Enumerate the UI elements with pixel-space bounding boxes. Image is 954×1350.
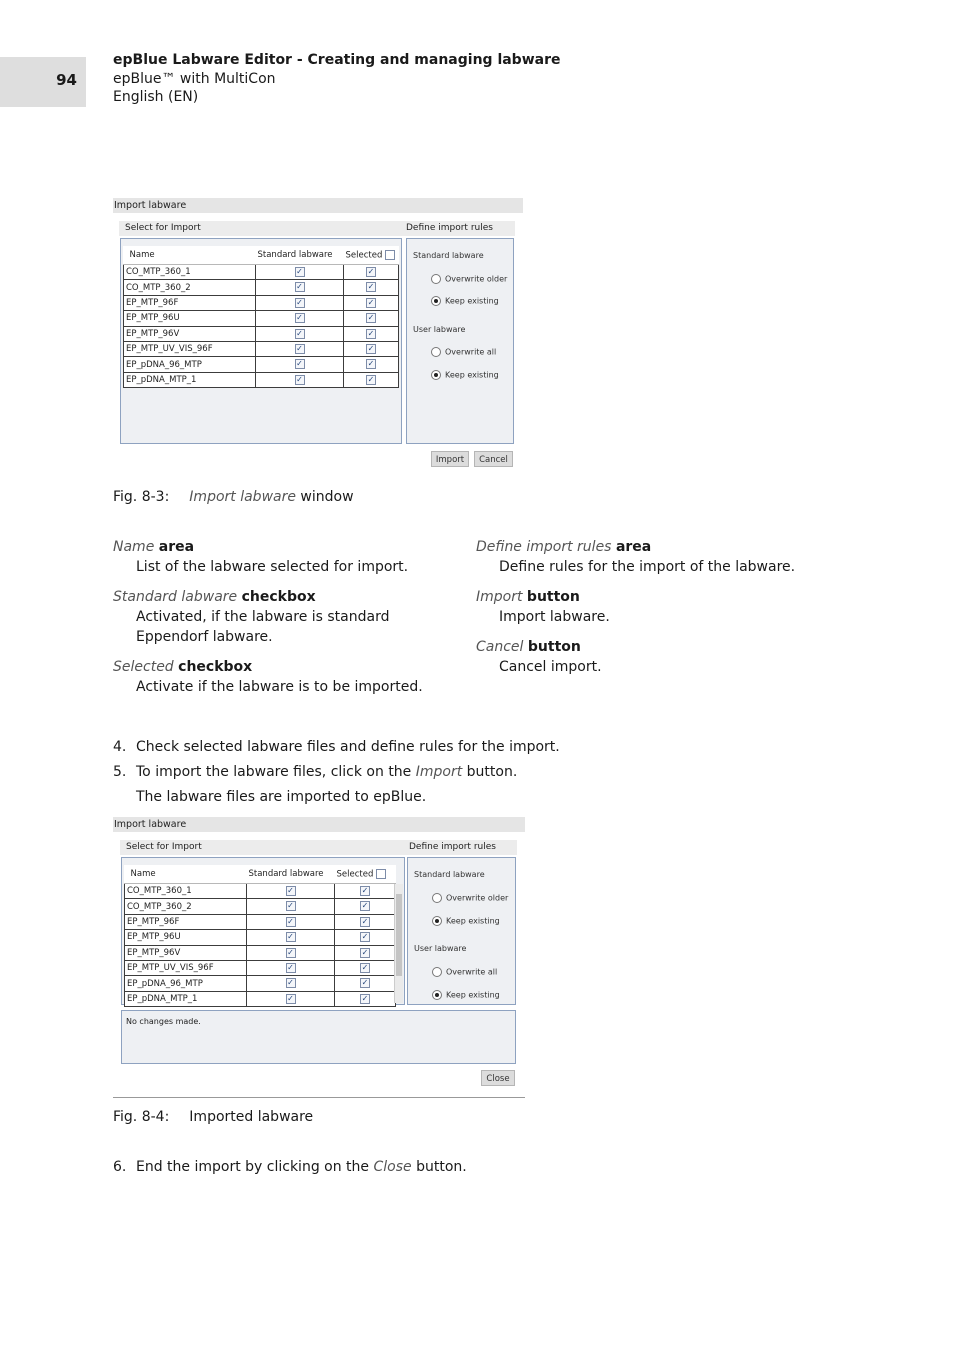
selected-checkbox[interactable]: ✓ bbox=[367, 266, 375, 276]
selected-checkbox[interactable]: ✓ bbox=[367, 343, 375, 353]
selected-checkbox[interactable]: ✓ bbox=[361, 932, 369, 942]
standard-checkbox[interactable]: ✓ bbox=[296, 359, 303, 369]
user-labware-group-label: User labware bbox=[413, 325, 466, 334]
step-4: 4. Check selected labware files and define rules for the import. bbox=[113, 739, 560, 755]
col-selected: Selected bbox=[344, 246, 399, 265]
import-labware-window-fig1 bbox=[113, 198, 523, 470]
figure-caption-8-3: Fig. 8-3: Import labware window bbox=[113, 489, 354, 505]
selected-checkbox[interactable]: ✓ bbox=[367, 313, 375, 323]
labware-name: CO_MTP_360_2 bbox=[124, 280, 256, 295]
standard-checkbox[interactable]: ✓ bbox=[287, 947, 294, 957]
user-labware-group-label: User labware bbox=[414, 944, 467, 953]
selected-checkbox[interactable]: ✓ bbox=[367, 282, 375, 292]
select-for-import-header: Select for Import bbox=[120, 840, 407, 855]
radio-selected-icon bbox=[431, 370, 441, 380]
standard-checkbox[interactable]: ✓ bbox=[287, 901, 294, 911]
legend-standard-term: Standard labware checkbox bbox=[113, 589, 316, 605]
labware-name: CO_MTP_360_1 bbox=[125, 884, 247, 899]
selected-checkbox[interactable]: ✓ bbox=[367, 297, 375, 307]
table-row[interactable] bbox=[124, 311, 399, 326]
standard-checkbox[interactable]: ✓ bbox=[287, 916, 294, 926]
window-title: Import labware bbox=[113, 198, 523, 213]
standard-checkbox[interactable]: ✓ bbox=[287, 993, 294, 1003]
table-scrollbar[interactable] bbox=[394, 884, 403, 1003]
define-import-rules-header: Define import rules bbox=[407, 840, 517, 855]
selected-checkbox[interactable]: ✓ bbox=[361, 993, 369, 1003]
page-header-title: epBlue Labware Editor - Creating and managing labware bbox=[113, 52, 561, 68]
labware-table bbox=[124, 865, 396, 1007]
import-log-area bbox=[121, 1010, 516, 1064]
legend-name-term: Name area bbox=[113, 539, 195, 555]
standard-checkbox[interactable]: ✓ bbox=[287, 932, 294, 942]
window-title: Import labware bbox=[113, 817, 525, 832]
labware-name: EP_pDNA_96_MTP bbox=[124, 357, 256, 372]
col-standard-labware: Standard labware bbox=[256, 246, 344, 265]
standard-checkbox[interactable]: ✓ bbox=[296, 266, 303, 276]
cancel-button[interactable]: Cancel bbox=[474, 451, 513, 467]
labware-name: EP_MTP_UV_VIS_96F bbox=[125, 960, 247, 975]
table-row[interactable] bbox=[125, 976, 396, 991]
labware-name: EP_MTP_96F bbox=[124, 295, 256, 310]
radio-selected-icon bbox=[432, 990, 442, 1000]
labware-name: EP_MTP_96U bbox=[125, 930, 247, 945]
table-row[interactable] bbox=[124, 326, 399, 341]
standard-checkbox[interactable]: ✓ bbox=[296, 282, 303, 292]
standard-checkbox[interactable]: ✓ bbox=[296, 374, 303, 384]
labware-name: EP_pDNA_MTP_1 bbox=[125, 991, 247, 1006]
standard-labware-group-label: Standard labware bbox=[413, 251, 484, 260]
col-name: Name bbox=[124, 246, 256, 265]
labware-name: EP_pDNA_96_MTP bbox=[125, 976, 247, 991]
legend-cancel-desc: Cancel import. bbox=[499, 659, 602, 675]
standard-checkbox[interactable]: ✓ bbox=[296, 343, 303, 353]
table-row[interactable] bbox=[125, 930, 396, 945]
labware-name: EP_MTP_96V bbox=[124, 326, 256, 341]
figure-caption-8-4: Fig. 8-4: Imported labware bbox=[113, 1109, 314, 1125]
table-row[interactable] bbox=[125, 914, 396, 929]
overwrite-all-radio[interactable]: Overwrite all bbox=[431, 347, 496, 357]
table-row[interactable] bbox=[124, 372, 399, 387]
selected-checkbox[interactable]: ✓ bbox=[367, 359, 375, 369]
table-row[interactable] bbox=[124, 295, 399, 310]
col-selected: Selected bbox=[335, 865, 396, 884]
keep-existing-radio[interactable]: Keep existing bbox=[432, 916, 500, 926]
standard-checkbox[interactable]: ✓ bbox=[296, 313, 303, 323]
page-header-product: epBlue™ with MultiCon bbox=[113, 71, 276, 87]
import-labware-window-fig2 bbox=[113, 817, 525, 1098]
legend-selected-term: Selected checkbox bbox=[113, 659, 253, 675]
radio-selected-icon bbox=[432, 916, 442, 926]
selected-checkbox[interactable]: ✓ bbox=[361, 947, 369, 957]
scrollbar-thumb[interactable] bbox=[396, 894, 402, 976]
selected-checkbox[interactable]: ✓ bbox=[361, 901, 369, 911]
col-name: Name bbox=[125, 865, 247, 884]
define-import-rules-area bbox=[406, 238, 514, 444]
close-button[interactable]: Close bbox=[481, 1070, 515, 1086]
keep-existing-user-radio[interactable]: Keep existing bbox=[431, 370, 499, 380]
legend-right-column bbox=[476, 537, 826, 677]
import-button[interactable]: Import bbox=[431, 451, 469, 467]
table-row[interactable] bbox=[125, 960, 396, 975]
labware-name: EP_MTP_96F bbox=[125, 914, 247, 929]
standard-checkbox[interactable]: ✓ bbox=[287, 962, 294, 972]
step-5-result: The labware files are imported to epBlue. bbox=[136, 789, 427, 805]
labware-name: EP_MTP_UV_VIS_96F bbox=[124, 341, 256, 356]
table-row[interactable] bbox=[124, 341, 399, 356]
labware-table bbox=[123, 246, 399, 388]
legend-cancel-term: Cancel button bbox=[476, 639, 581, 655]
legend-name-desc: List of the labware selected for import. bbox=[136, 559, 409, 575]
standard-checkbox[interactable]: ✓ bbox=[296, 328, 303, 338]
page-header-language: English (EN) bbox=[113, 89, 199, 105]
define-import-rules-area bbox=[407, 857, 516, 1005]
radio-icon bbox=[431, 347, 441, 357]
step-6: 6. End the import by clicking on the Close button. bbox=[113, 1159, 467, 1175]
table-row[interactable] bbox=[124, 265, 399, 280]
labware-name: CO_MTP_360_1 bbox=[124, 265, 256, 280]
page-number: 94 bbox=[0, 57, 86, 107]
selected-checkbox[interactable]: ✓ bbox=[361, 978, 369, 988]
overwrite-all-radio[interactable]: Overwrite all bbox=[432, 967, 497, 977]
standard-checkbox[interactable]: ✓ bbox=[287, 978, 294, 988]
standard-checkbox[interactable]: ✓ bbox=[296, 297, 303, 307]
table-row[interactable] bbox=[125, 945, 396, 960]
standard-checkbox[interactable]: ✓ bbox=[287, 885, 294, 895]
standard-labware-group-label: Standard labware bbox=[414, 870, 485, 879]
selected-checkbox[interactable]: ✓ bbox=[361, 916, 369, 926]
table-row[interactable] bbox=[124, 357, 399, 372]
labware-name: EP_MTP_96V bbox=[125, 945, 247, 960]
keep-existing-user-radio[interactable]: Keep existing bbox=[432, 990, 500, 1000]
labware-name: EP_MTP_96U bbox=[124, 311, 256, 326]
radio-icon bbox=[432, 893, 442, 903]
legend-rules-term: Define import rules area bbox=[476, 539, 652, 555]
legend-import-desc: Import labware. bbox=[499, 609, 610, 625]
table-row[interactable] bbox=[124, 280, 399, 295]
col-standard-labware: Standard labware bbox=[247, 865, 335, 884]
labware-name: CO_MTP_360_2 bbox=[125, 899, 247, 914]
overwrite-older-radio[interactable]: Overwrite older bbox=[432, 893, 508, 903]
selected-checkbox[interactable]: ✓ bbox=[367, 374, 375, 384]
labware-name: EP_pDNA_MTP_1 bbox=[124, 372, 256, 387]
select-all-checkbox[interactable] bbox=[376, 869, 386, 879]
legend-left-column bbox=[113, 537, 463, 697]
overwrite-older-radio[interactable]: Overwrite older bbox=[431, 274, 507, 284]
table-row[interactable] bbox=[125, 884, 396, 899]
legend-import-term: Import button bbox=[476, 589, 580, 605]
select-for-import-header: Select for Import bbox=[119, 221, 404, 236]
radio-icon bbox=[431, 274, 441, 284]
legend-selected-desc: Activate if the labware is to be imported. bbox=[136, 679, 423, 695]
keep-existing-radio[interactable]: Keep existing bbox=[431, 296, 499, 306]
selected-checkbox[interactable]: ✓ bbox=[361, 962, 369, 972]
table-row[interactable] bbox=[125, 899, 396, 914]
define-import-rules-header: Define import rules bbox=[404, 221, 515, 236]
import-log-text: No changes made. bbox=[126, 1017, 201, 1026]
step-5: 5. To import the labware files, click on the Import button. bbox=[113, 764, 518, 780]
select-all-checkbox[interactable] bbox=[385, 250, 395, 260]
legend-rules-desc: Define rules for the import of the labware. bbox=[499, 559, 796, 575]
radio-selected-icon bbox=[431, 296, 441, 306]
radio-icon bbox=[432, 967, 442, 977]
selected-checkbox[interactable]: ✓ bbox=[361, 885, 369, 895]
legend-standard-desc: Activated, if the labware is standard Eppendorf labware. bbox=[136, 609, 390, 645]
table-row[interactable] bbox=[125, 991, 396, 1006]
selected-checkbox[interactable]: ✓ bbox=[367, 328, 375, 338]
